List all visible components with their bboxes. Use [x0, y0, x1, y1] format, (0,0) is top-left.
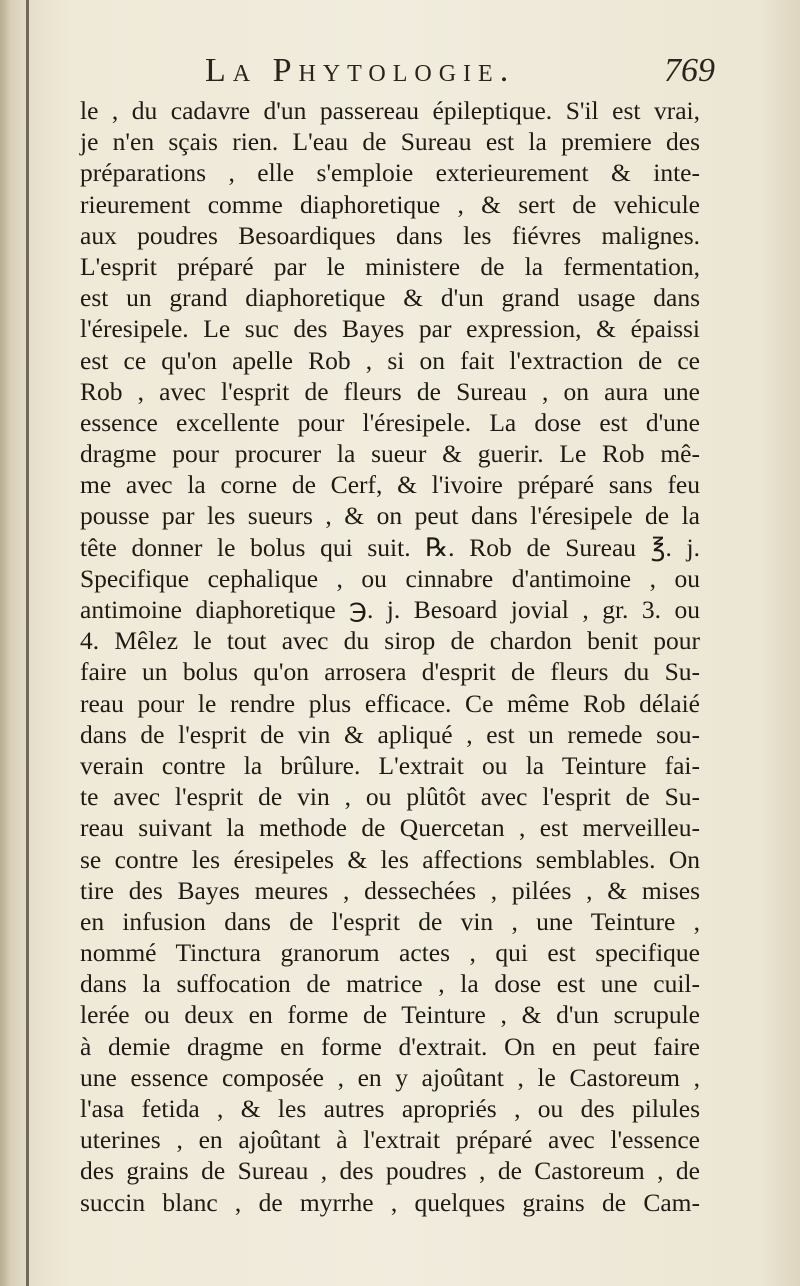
text-line: Specifique cephalique , ou cinnabre d'antimoine , ou — [80, 563, 700, 593]
text-line: tête donner le bolus qui suit. ℞. Rob de Sureau ℥. j. — [80, 532, 700, 562]
text-line: verain contre la brûlure. L'extrait ou la Teinture fai- — [80, 750, 700, 780]
page-gutter-shadow — [0, 0, 10, 1286]
text-line: rieurement comme diaphoretique , & sert de vehicule — [80, 189, 700, 219]
text-line: est un grand diaphoretique & d'un grand usage dans — [80, 283, 700, 313]
text-line: L'esprit préparé par le ministere de la fermentation, — [80, 251, 700, 281]
page-header — [205, 52, 715, 96]
text-line: nommé Tinctura granorum actes , qui est specifique — [80, 938, 700, 968]
text-line: à demie dragme en forme d'extrait. On en peut faire — [80, 1031, 700, 1061]
text-line: l'éresipele. Le suc des Bayes par expression, & épaissi — [80, 314, 700, 344]
text-line: reau pour le rendre plus efficace. Ce même Rob délaié — [80, 688, 700, 718]
text-line: en infusion dans de l'esprit de vin , une Teinture , — [80, 906, 700, 936]
text-line: pousse par les sueurs , & on peut dans l'éresipele de la — [80, 501, 700, 531]
text-line: des grains de Sureau , des poudres , de Castoreum , de — [80, 1156, 700, 1186]
text-line: préparations , elle s'emploie exterieurement & inte- — [80, 158, 700, 188]
text-line: succin blanc , de myrrhe , quelques grains de Cam- — [80, 1187, 700, 1217]
binding-edge-line — [26, 0, 29, 1286]
text-line: Rob , avec l'esprit de fleurs de Sureau , on aura une — [80, 376, 700, 406]
text-line: 4. Mêlez le tout avec du sirop de chardon benit pour — [80, 626, 700, 656]
text-line: essence excellente pour l'éresipele. La dose est d'une — [80, 407, 700, 437]
page-number: 769 — [664, 52, 715, 89]
text-line: tire des Bayes meures , dessechées , pilées , & mises — [80, 875, 700, 905]
text-line: reau suivant la methode de Quercetan , est merveilleu- — [80, 813, 700, 843]
text-line: une essence composée , en y ajoûtant , le Castoreum , — [80, 1062, 700, 1092]
text-line: dragme pour procurer la sueur & guerir. Le Rob mê- — [80, 439, 700, 469]
text-line: uterines , en ajoûtant à l'extrait préparé avec l'essence — [80, 1125, 700, 1155]
text-line: le , du cadavre d'un passereau épileptique. S'il est vrai, — [80, 96, 700, 125]
text-line: me avec la corne de Cerf, & l'ivoire préparé sans feu — [80, 470, 700, 500]
text-line: je n'en sçais rien. L'eau de Sureau est la premiere des — [80, 127, 700, 157]
text-line: lerée ou deux en forme de Teinture , & d'un scrupule — [80, 1000, 700, 1030]
running-title: La Phytologie. — [205, 52, 516, 89]
text-line: te avec l'esprit de vin , ou plûtôt avec l'esprit de Su- — [80, 782, 700, 812]
text-line: faire un bolus qu'on arrosera d'esprit de fleurs du Su- — [80, 657, 700, 687]
text-line: se contre les éresipeles & les affections semblables. On — [80, 844, 700, 874]
text-line: antimoine diaphoretique ℈. j. Besoard jovial , gr. 3. ou — [80, 595, 700, 624]
text-line: dans la suffocation de matrice , la dose est une cuil- — [80, 969, 700, 999]
text-line: est ce qu'on apelle Rob , si on fait l'extraction de ce — [80, 345, 700, 375]
text-line: aux poudres Besoardiques dans les fiévres malignes. — [80, 220, 700, 250]
text-line: dans de l'esprit de vin & apliqué , est un remede sou- — [80, 719, 700, 749]
text-line: l'asa fetida , & les autres apropriés , ou des pilules — [80, 1094, 700, 1123]
body-text — [80, 95, 700, 1218]
